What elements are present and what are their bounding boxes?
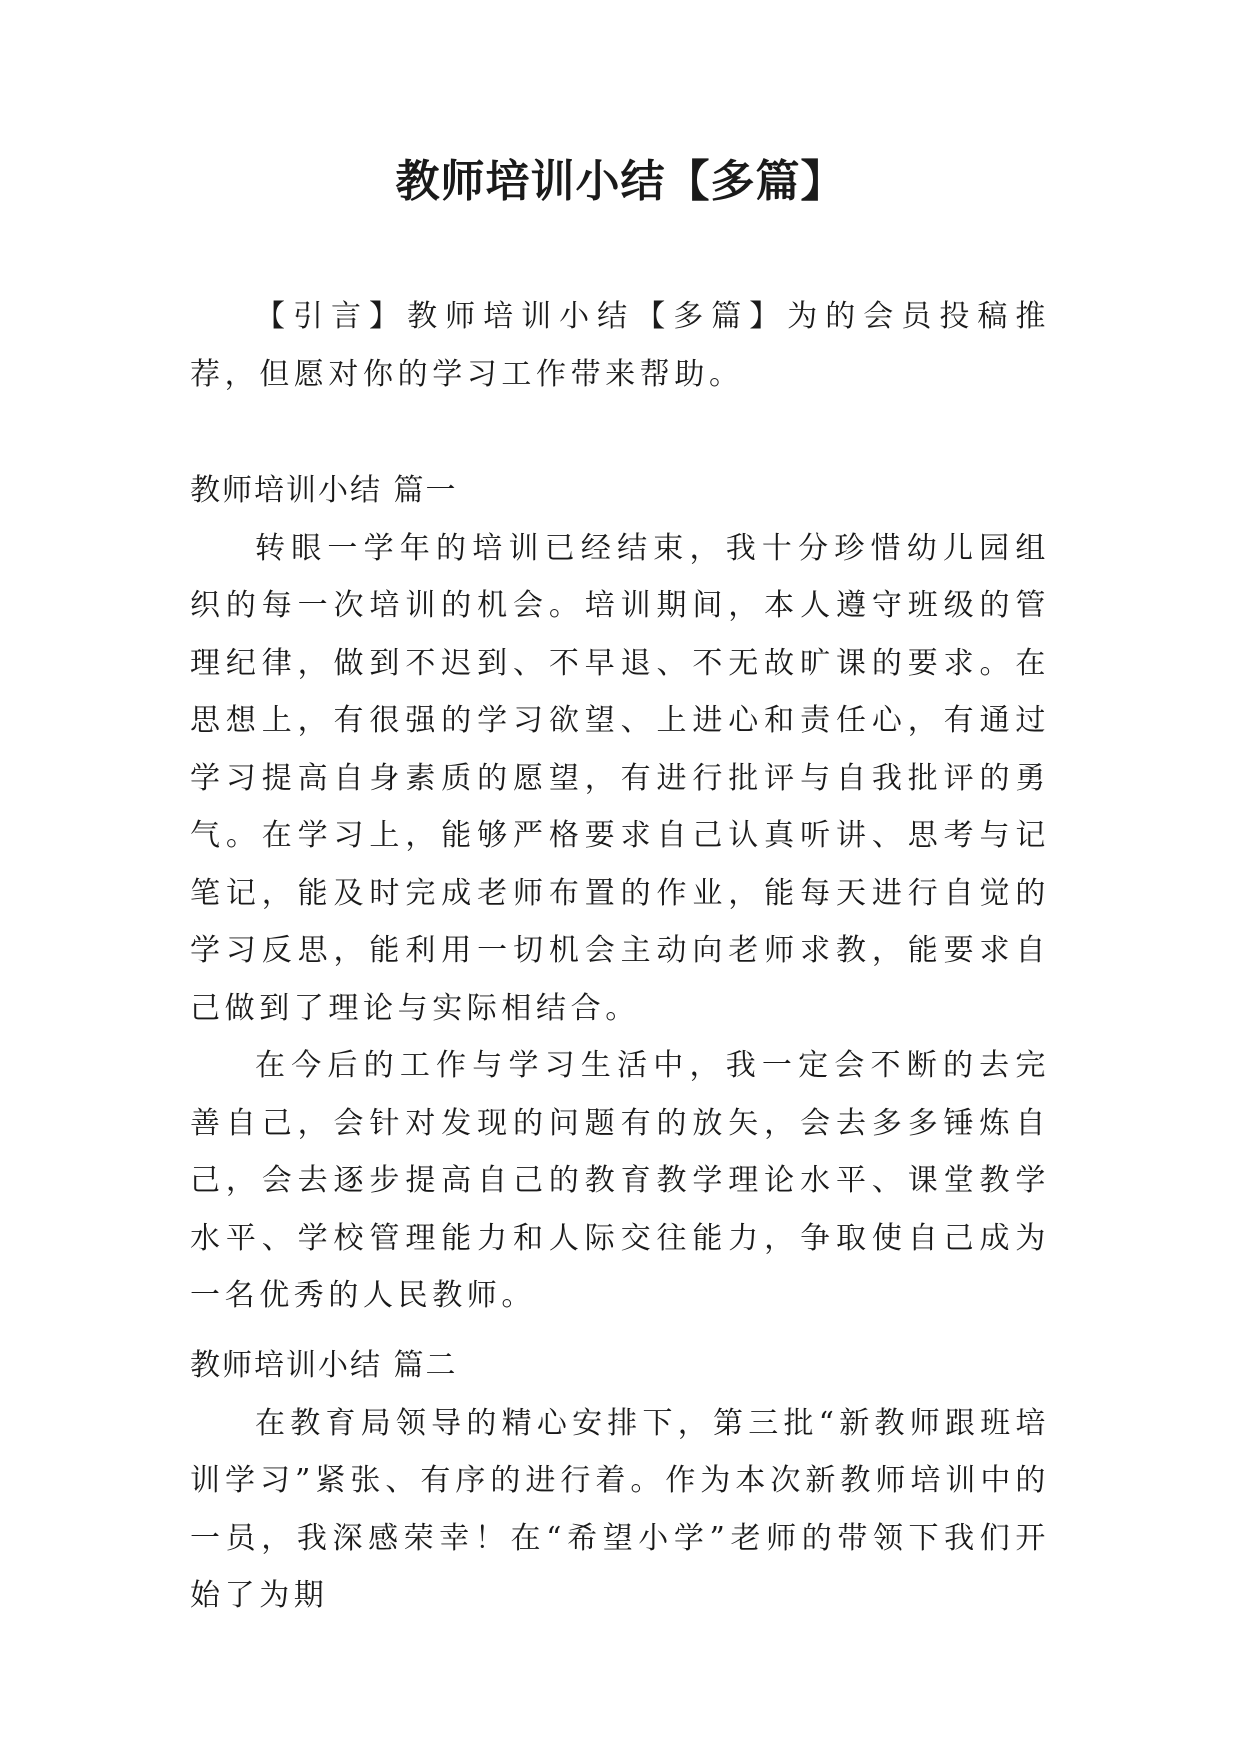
section-paragraph: 在教育局领导的精心安排下，第三批“新教师跟班培训学习”紧张、有序的进行着。作为本次新教师培训中的一员，我深感荣幸！在“希望小学”老师的带领下我们开始了为期 <box>190 1405 1050 1613</box>
section-2 <box>190 1337 1050 1625</box>
section-heading: 教师培训小结 篇二 <box>190 1348 458 1383</box>
intro-block <box>190 288 1050 403</box>
intro-paragraph: 【引言】教师培训小结【多篇】为的会员投稿推荐，但愿对你的学习工作带来帮助。 <box>190 299 1050 392</box>
section-1 <box>190 462 1050 1325</box>
section-paragraph: 转眼一学年的培训已经结束，我十分珍惜幼儿园组织的每一次培训的机会。培训期间，本人遵守班级的管理纪律，做到不迟到、不早退、不无故旷课的要求。在思想上，有很强的学习欲望、上进心和责任心，有通过学习提高自身素质的愿望，有进行批评与自我批评的勇气。在学习上，能够严格要求自己认真听讲、思考与记笔记，能及时完成老师布置的作业，能每天进行自觉的学习反思，能利用一切机会主动向老师求教，能要求自己做到了理论与实际相结合。 <box>190 530 1050 1026</box>
section-heading: 教师培训小结 篇一 <box>190 473 458 508</box>
document-title: 教师培训小结【多篇】 <box>395 156 846 207</box>
section-paragraph: 在今后的工作与学习生活中，我一定会不断的去完善自己，会针对发现的问题有的放矢，会去多多锤炼自己，会去逐步提高自己的教育教学理论水平、课堂教学水平、学校管理能力和人际交往能力，争取使自己成为一名优秀的人民教师。 <box>190 1048 1050 1313</box>
